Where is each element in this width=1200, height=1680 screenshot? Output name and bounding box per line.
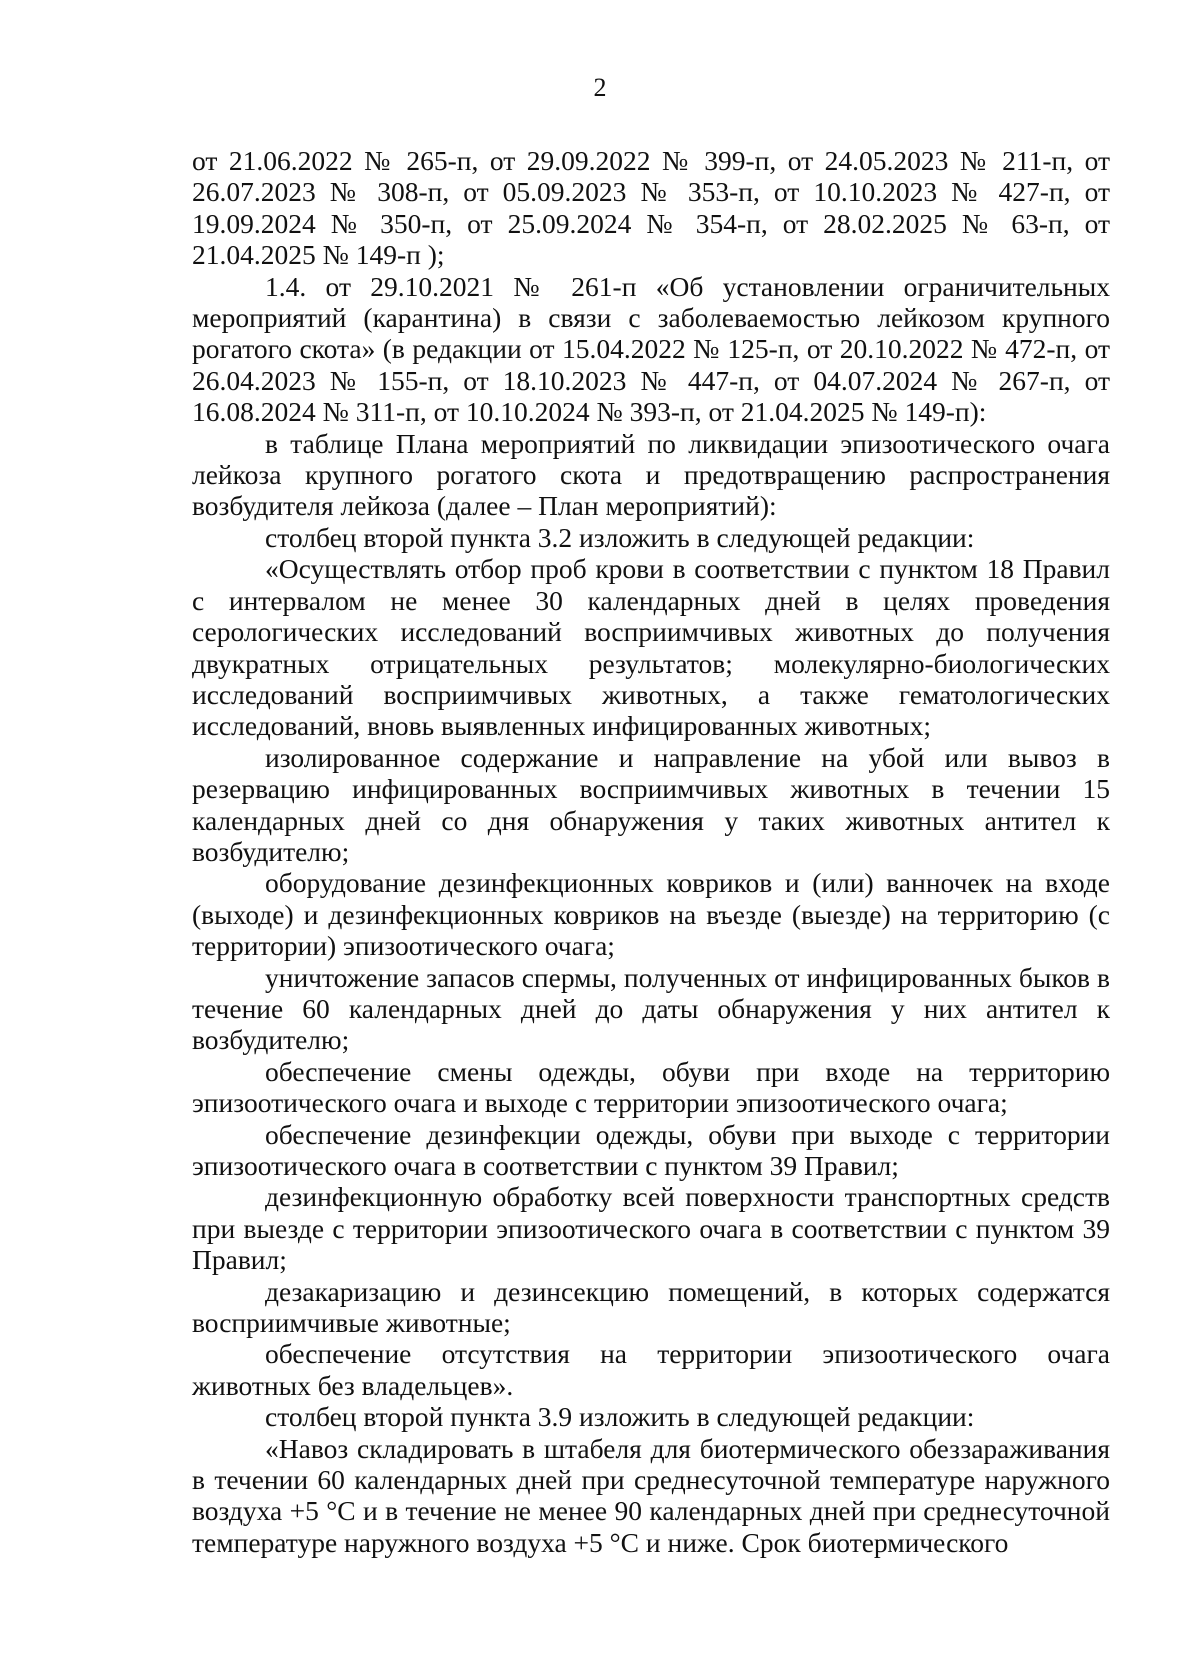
paragraph-disinfection-mats: оборудование дезинфекционных ковриков и (или) ванночек на входе (выходе) и дезинфекционных ковриков на въезде (выезде) на территорию (с территории) эпизоотического очага; <box>192 867 1110 962</box>
paragraph-stray-animals: обеспечение отсутствия на территории эпизоотического очага животных без владельцев». <box>192 1338 1110 1401</box>
paragraph-clothing-disinfection: обеспечение дезинфекции одежды, обуви при выходе с территории эпизоотического очага в соответствии с пунктом 39 Правил; <box>192 1118 1110 1181</box>
paragraph-blood-sampling: «Осуществлять отбор проб крови в соответствии с пунктом 18 Правил с интервалом не менее 30 календарных дней в целях проведения серологических исследований восприимчивых животных до получения двукратных отрицательных результатов; молекулярно-биологических исследований восприимчивых животных, а также гематологических исследований, вновь выявленных инфицированных животных; <box>192 553 1110 742</box>
paragraph-isolation: изолированное содержание и направление на убой или вывоз в резервацию инфицированных восприимчивых животных в течении 15 календарных дней со дня обнаружения у таких животных антител к возбудителю; <box>192 741 1110 867</box>
paragraph-manure-storage: «Навоз складировать в штабеля для биотермического обеззараживания в течении 60 календарных дней при среднесуточной температуре наружного воздуха +5 °С и в течение не менее 90 календарных дней при среднесуточной температуре наружного воздуха +5 °С и ниже. Срок биотермического <box>192 1432 1110 1558</box>
paragraph-clothing-change: обеспечение смены одежды, обуви при входе на территорию эпизоотического очага и выходе с территории эпизоотического очага; <box>192 1055 1110 1119</box>
paragraph-plan-table: в таблице Плана мероприятий по ликвидации эпизоотического очага лейкоза крупного рогатого скота и предотвращению распространения возбудителя лейкоза (далее – План мероприятий): <box>192 427 1110 522</box>
paragraph-semen-destruction: уничтожение запасов спермы, полученных от инфицированных быков в течение 60 календарных дней до даты обнаружения у них антител к возбудителю; <box>192 961 1110 1056</box>
paragraph-vehicle-disinfection: дезинфекционную обработку всей поверхности транспортных средств при выезде с территории эпизоотического очага в соответствии с пунктом 39 Правил; <box>192 1181 1110 1276</box>
paragraph-column-3-9: столбец второй пункта 3.9 изложить в следующей редакции: <box>265 1401 975 1433</box>
paragraph-pest-control: дезакаризацию и дезинсекцию помещений, в которых содержатся восприимчивые животные; <box>192 1275 1110 1339</box>
paragraph-column-3-2: столбец второй пункта 3.2 изложить в следующей редакции: <box>265 521 975 553</box>
page-number: 2 <box>593 73 607 102</box>
paragraph-item-1-4: 1.4. от 29.10.2021 № 261-п «Об установлении ограничительных мероприятий (карантина) в связи с заболеваемостью лейкозом крупного рогатого скота» (в редакции от 15.04.2022 № 125-п, от 20.10.2022 № 472-п, от 26.04.2023 № 155-п, от 18.10.2023 № 447-п, от 04.07.2024 № 267-п, от 16.08.2024 № 311-п, от 10.10.2024 № 393-п, от 21.04.2025 № 149-п): <box>192 270 1110 428</box>
paragraph-amendments-continued: от 21.06.2022 № 265-п, от 29.09.2022 № 399-п, от 24.05.2023 № 211-п, от 26.07.2023 № 308-п, от 05.09.2023 № 353-п, от 10.10.2023 № 427-п, от 19.09.2024 № 350-п, от 25.09.2024 № 354-п, от 28.02.2025 № 63-п, от 21.04.2025 № 149-п ); <box>192 145 1110 271</box>
document-body <box>192 145 1110 1558</box>
